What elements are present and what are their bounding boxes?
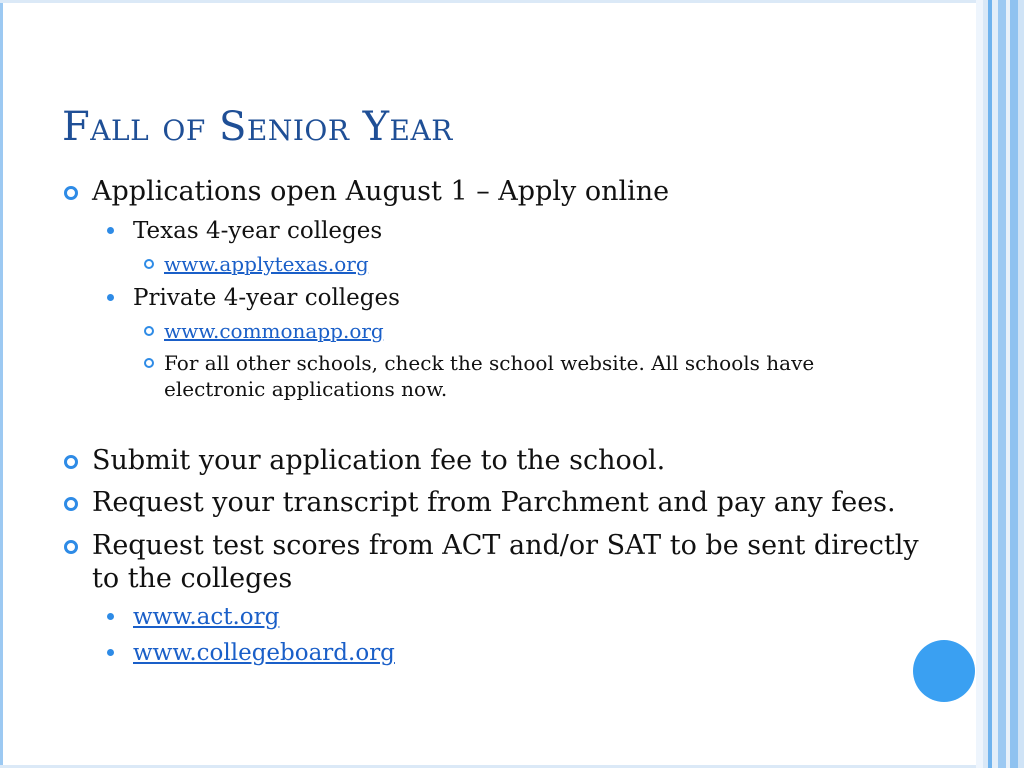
ring-bullet-icon	[144, 326, 154, 336]
link-commonapp[interactable]: www.commonapp.org	[164, 319, 384, 343]
decor-stripe	[976, 0, 983, 768]
other-schools-note-line1: For all other schools, check the school website. All schools have	[164, 351, 815, 375]
bullet-test-scores-line1: Request test scores from ACT and/or SAT to be sent directly	[92, 530, 919, 561]
ring-bullet-icon	[64, 497, 78, 511]
decor-stripe	[998, 0, 1006, 768]
left-border	[0, 0, 3, 768]
slide-title: Fall of Senior Year	[62, 104, 453, 150]
bullet-application-fee: Submit your application fee to the school.	[92, 445, 666, 476]
link-commonapp-item	[164, 319, 384, 344]
decor-stripe	[1010, 0, 1018, 768]
dot-bullet-icon	[107, 294, 114, 301]
dot-bullet-icon	[107, 649, 114, 656]
link-applytexas[interactable]: www.applytexas.org	[164, 252, 369, 276]
ring-bullet-icon	[64, 540, 78, 554]
link-collegeboard[interactable]: www.collegeboard.org	[133, 640, 395, 666]
dot-bullet-icon	[107, 227, 114, 234]
bullet-test-scores-line2: to the colleges	[92, 563, 293, 594]
link-act-item	[133, 603, 279, 631]
ring-bullet-icon	[144, 259, 154, 269]
sub-bullet-texas: Texas 4-year colleges	[133, 218, 383, 244]
ring-bullet-icon	[64, 455, 78, 469]
bullet-transcript: Request your transcript from Parchment and pay any fees.	[92, 487, 896, 518]
ring-bullet-icon	[64, 186, 78, 200]
dot-bullet-icon	[107, 613, 114, 620]
decor-stripe	[1018, 0, 1024, 768]
other-schools-note-line2: electronic applications now.	[164, 377, 448, 401]
link-applytexas-item	[164, 252, 369, 277]
top-border	[0, 0, 976, 3]
ring-bullet-icon	[144, 358, 154, 368]
decorative-circle	[913, 640, 975, 702]
sub-bullet-private: Private 4-year colleges	[133, 285, 400, 311]
link-act[interactable]: www.act.org	[133, 604, 280, 630]
bullet-applications-open: Applications open August 1 – Apply online	[92, 176, 670, 207]
link-collegeboard-item	[133, 639, 395, 667]
